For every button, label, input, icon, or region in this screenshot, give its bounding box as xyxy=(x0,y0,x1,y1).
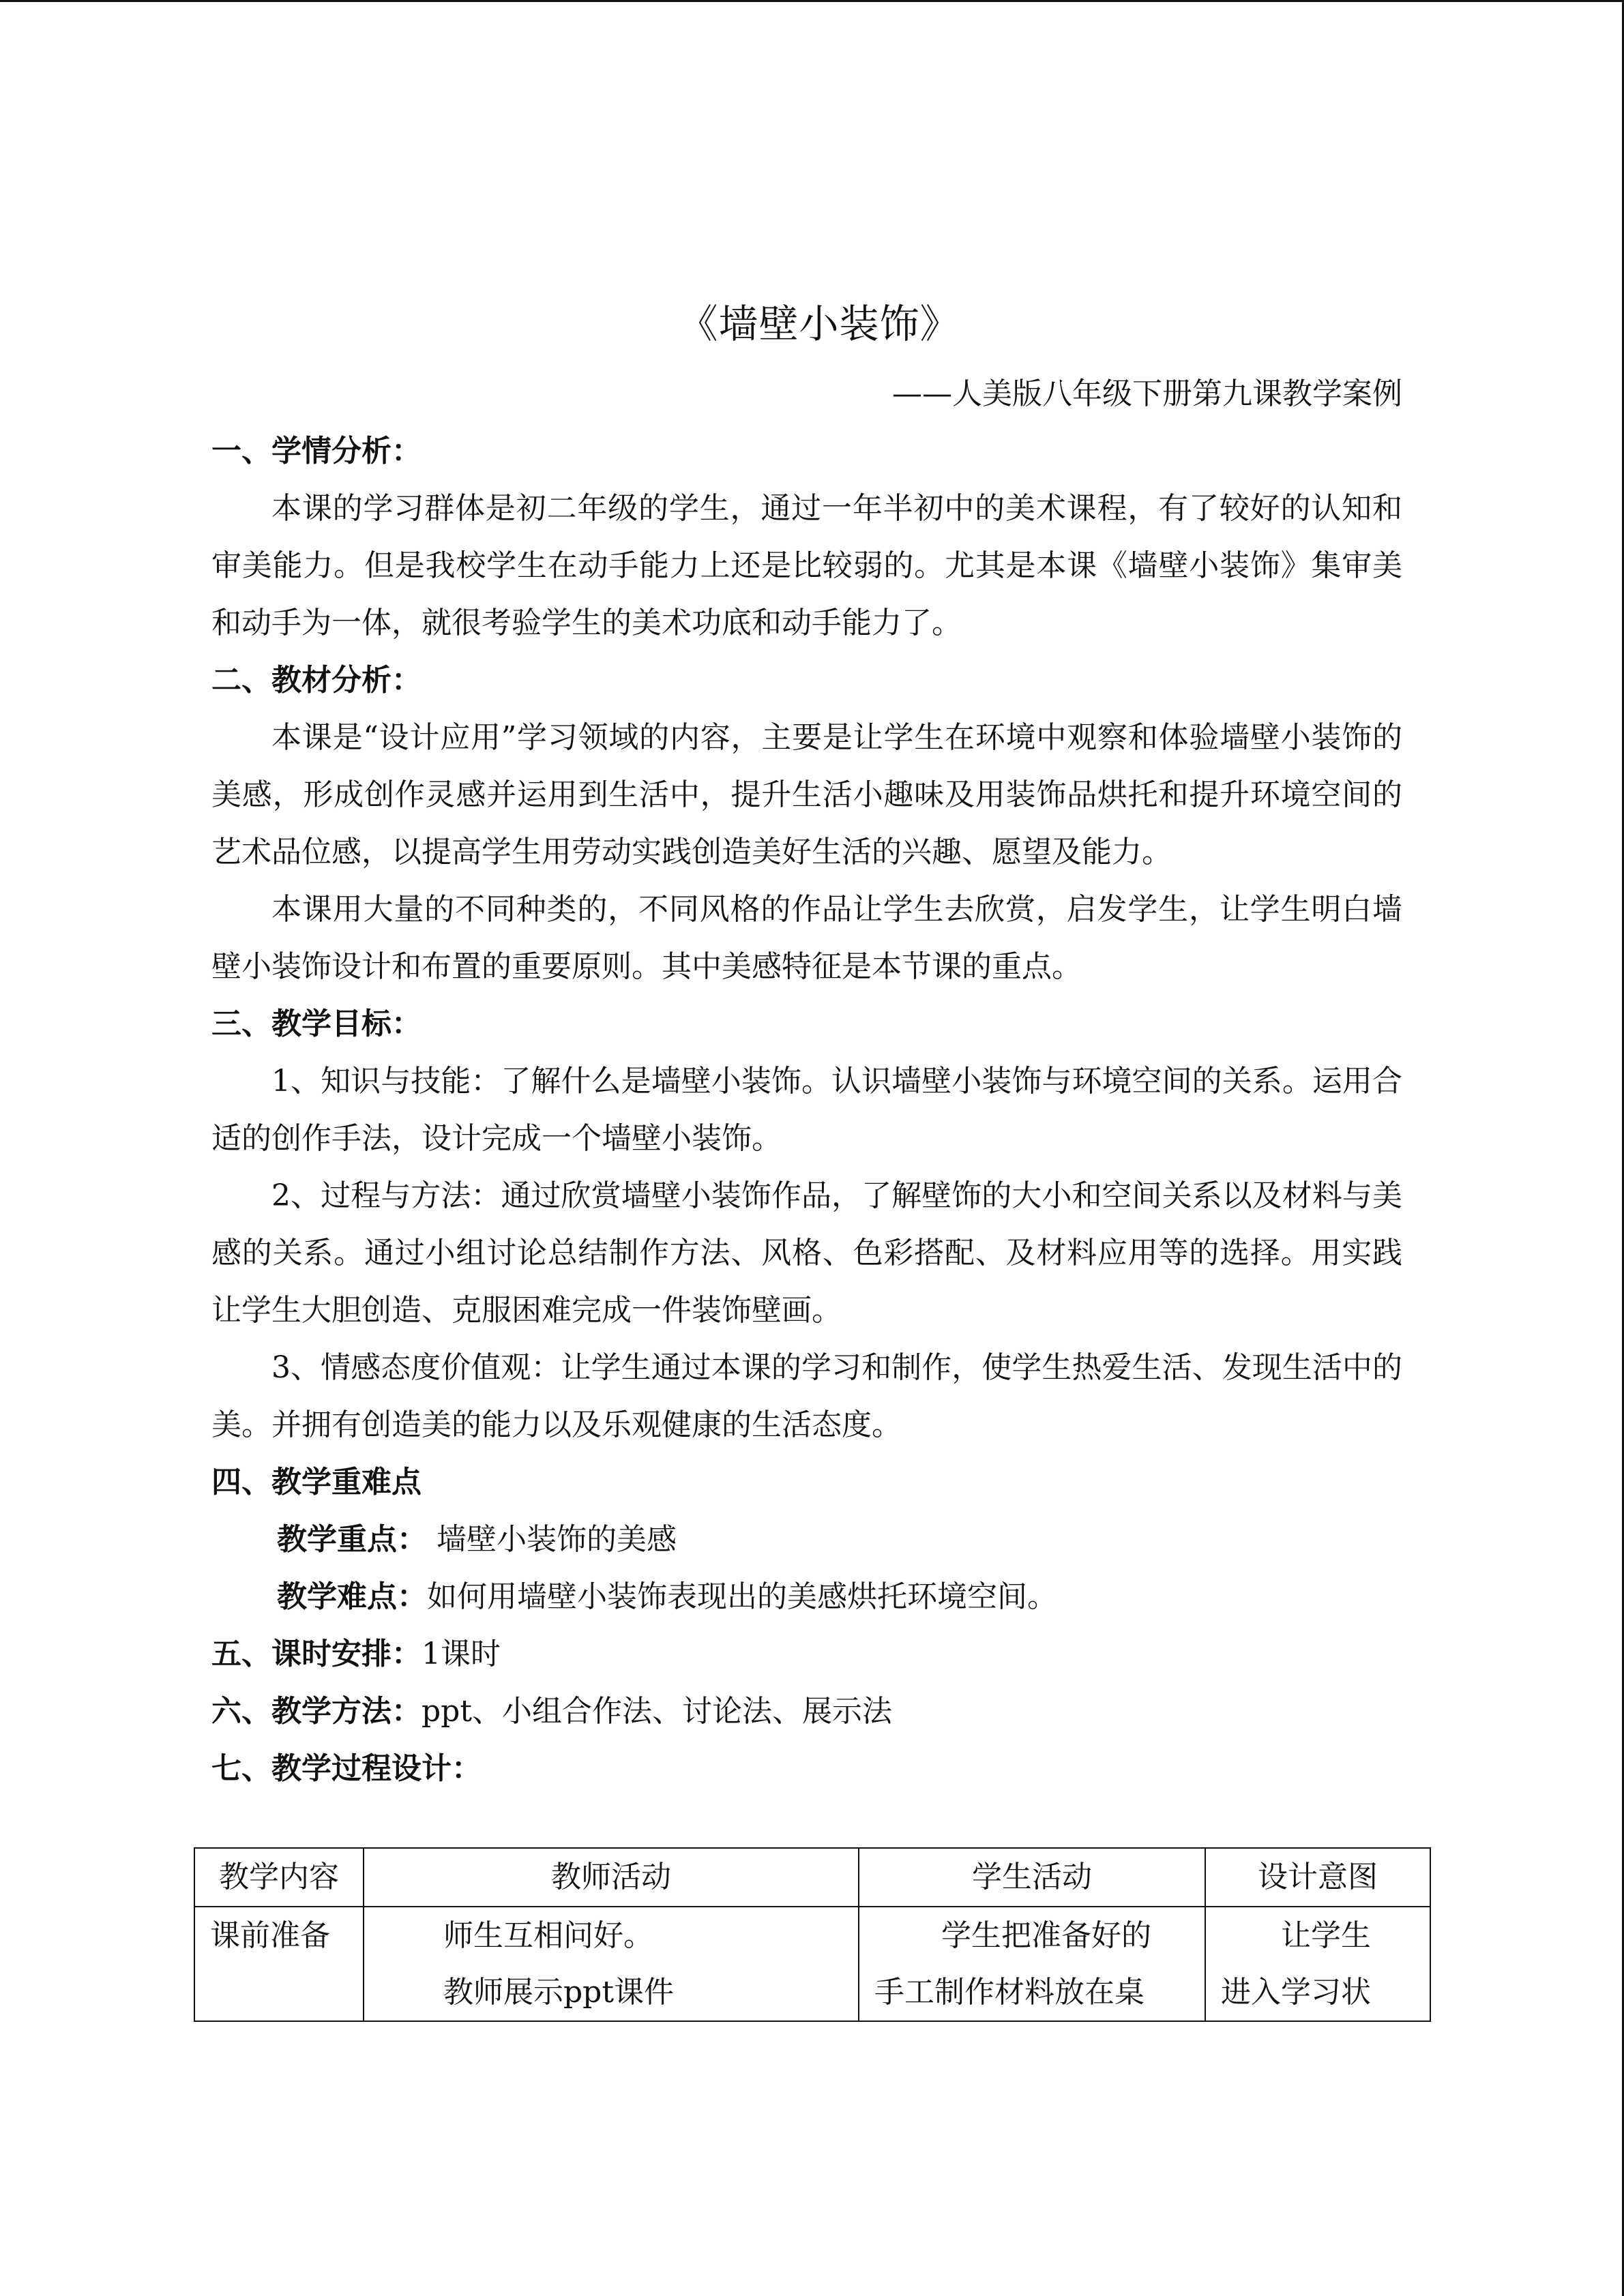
table-cell-student xyxy=(859,1907,1205,2021)
difficulty-text: 如何用墙壁小装饰表现出的美感烘托环境空间。 xyxy=(427,1579,1057,1614)
table-header-cell: 设计意图 xyxy=(1205,1848,1430,1907)
section-5-value: 1课时 xyxy=(422,1637,501,1671)
cell-text: 手工制作材料放在桌 xyxy=(874,1975,1145,2010)
section-6-value: ppt、小组合作法、讨论法、展示法 xyxy=(422,1694,893,1729)
table-cell-content xyxy=(194,1907,364,2021)
section-5-label: 五、课时安排： xyxy=(211,1637,422,1671)
section-heading-2: 二、教材分析： xyxy=(211,663,422,698)
key-point-line xyxy=(211,1511,1402,1568)
difficulty-label: 教学难点： xyxy=(277,1579,427,1614)
difficulty-line xyxy=(211,1568,1402,1626)
table-header-cell: 教师活动 xyxy=(364,1848,859,1907)
table-cell-teacher xyxy=(364,1907,859,2021)
table-row xyxy=(194,1907,1430,2021)
section-heading-7: 七、教学过程设计： xyxy=(211,1751,482,1786)
section-2-paragraph-1: 本课是“设计应用”学习领域的内容，主要是让学生在环境中观察和体验墙壁小装饰的美感，形成创作灵感并运用到生活中，提升生活小趣味及用装饰品烘托和提升环境空间的艺术品位感，以提高学生用劳动实践创造美好生活的兴趣、愿望及能力。 xyxy=(211,720,1402,869)
section-heading-1: 一、学情分析： xyxy=(211,434,422,468)
document-title: 《墙壁小装饰》 xyxy=(678,301,960,347)
cell-text: 进入学习状 xyxy=(1221,1975,1371,2010)
section-heading-3: 三、教学目标： xyxy=(211,1007,422,1041)
table-cell-intent xyxy=(1205,1907,1430,2021)
cell-text: 教师展示ppt课件 xyxy=(443,1975,675,2010)
section-heading-4: 四、教学重难点 xyxy=(211,1465,422,1500)
table-header-cell: 学生活动 xyxy=(859,1848,1205,1907)
key-point-label: 教学重点： xyxy=(277,1522,427,1557)
table-header-row xyxy=(194,1848,1430,1907)
cell-text: 学生把准备好的 xyxy=(941,1918,1151,1953)
page-top-border xyxy=(0,0,1624,2)
key-point-text: 墙壁小装饰的美感 xyxy=(427,1522,677,1557)
goal-emotion-values: 3、情感态度价值观：让学生通过本课的学习和制作，使学生热爱生活、发现生活中的美。并拥有创造美的能力以及乐观健康的生活态度。 xyxy=(211,1350,1402,1442)
section-1-paragraph: 本课的学习群体是初二年级的学生，通过一年半初中的美术课程，有了较好的认知和审美能力。但是我校学生在动手能力上还是比较弱的。尤其是本课《墙壁小装饰》集审美和动手为一体，就很考验学生的美术功底和动手能力了。 xyxy=(211,491,1402,640)
teaching-process-table xyxy=(194,1847,1431,2022)
goal-knowledge-skills: 1、知识与技能：了解什么是墙壁小装饰。认识墙壁小装饰与环境空间的关系。运用合适的创作手法，设计完成一个墙壁小装饰。 xyxy=(211,1064,1402,1156)
document-subtitle: ——人美版八年级下册第九课教学案例 xyxy=(892,376,1402,411)
document-body xyxy=(211,423,1402,1798)
section-2-paragraph-2: 本课用大量的不同种类的，不同风格的作品让学生去欣赏，启发学生，让学生明白墙壁小装饰设计和布置的重要原则。其中美感特征是本节课的重点。 xyxy=(211,892,1402,984)
cell-text: 师生互相问好。 xyxy=(443,1918,653,1953)
cell-text: 课前准备 xyxy=(210,1918,330,1953)
section-6-label: 六、教学方法： xyxy=(211,1694,422,1729)
section-heading-6 xyxy=(211,1683,1402,1740)
cell-text: 让学生 xyxy=(1281,1918,1371,1953)
section-heading-5 xyxy=(211,1626,1402,1683)
table-header-cell: 教学内容 xyxy=(194,1848,364,1907)
goal-process-methods: 2、过程与方法：通过欣赏墙壁小装饰作品，了解壁饰的大小和空间关系以及材料与美感的关系。通过小组讨论总结制作方法、风格、色彩搭配、及材料应用等的选择。用实践让学生大胆创造、克服困难完成一件装饰壁画。 xyxy=(211,1178,1402,1328)
